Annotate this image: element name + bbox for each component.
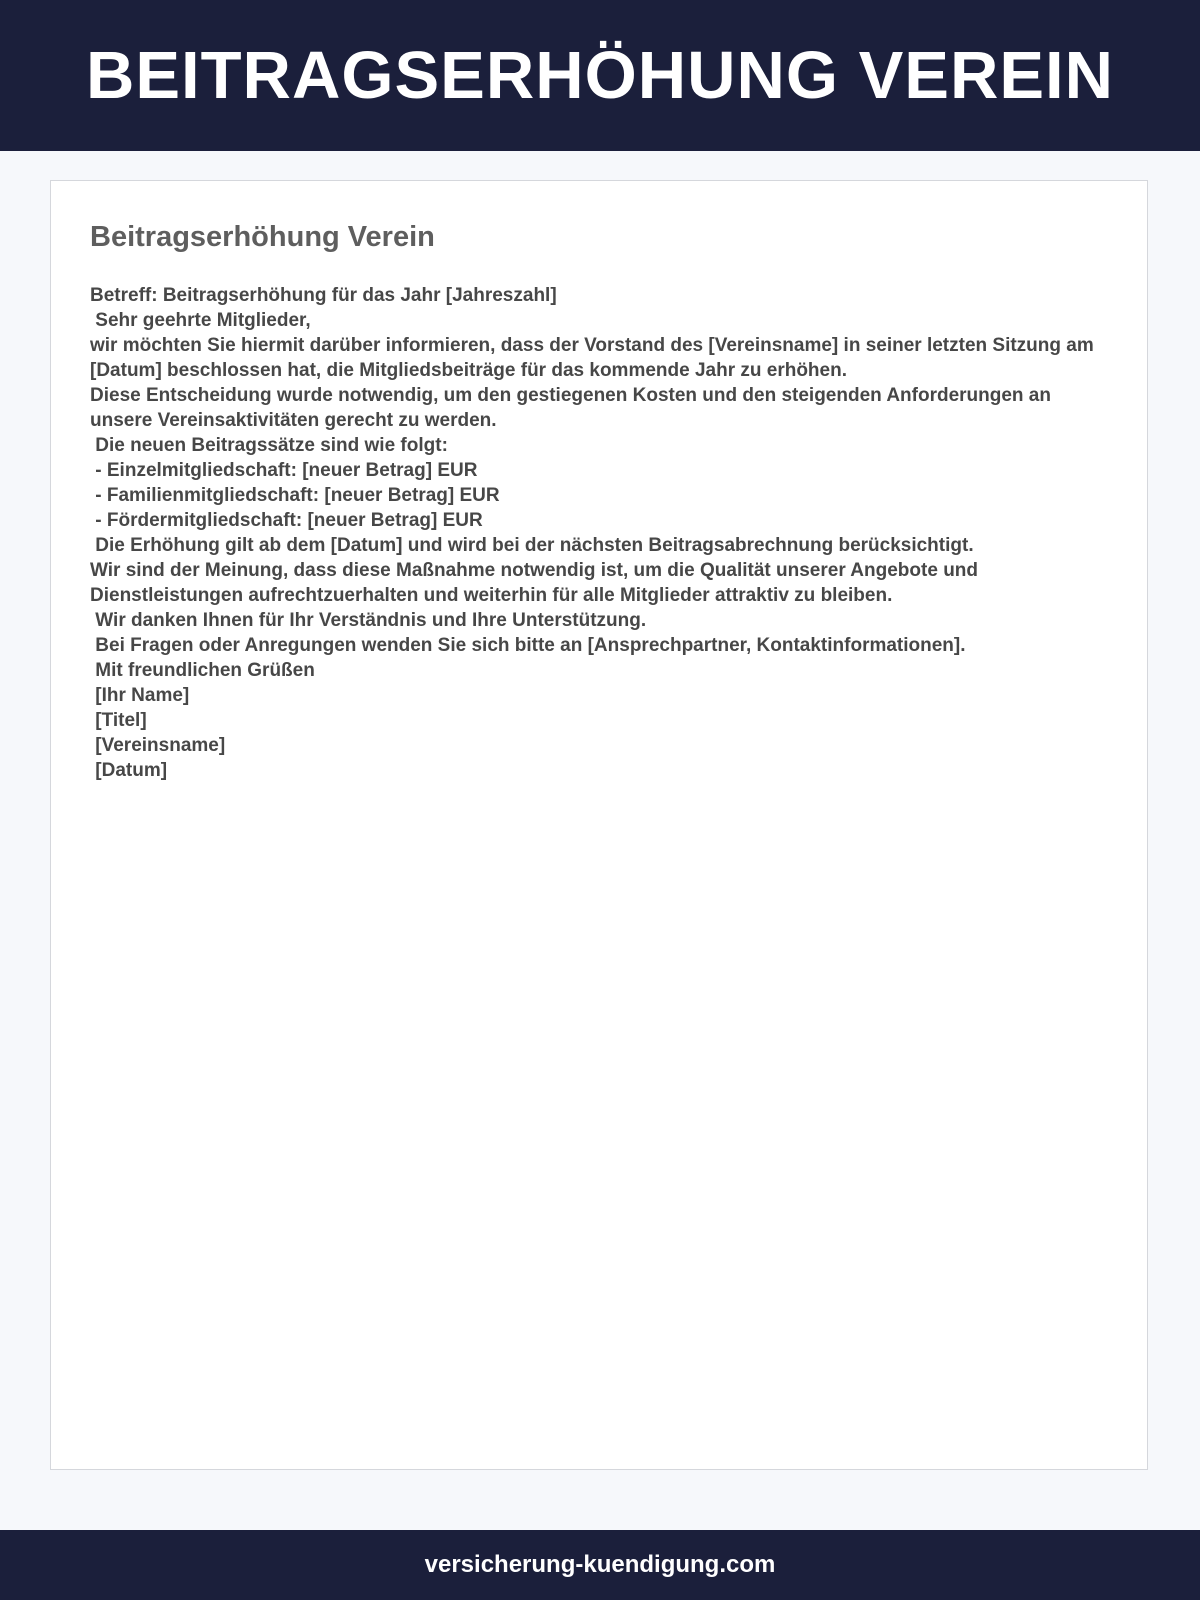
letter-paragraph: Die Erhöhung gilt ab dem [Datum] und wird bei der nächsten Beitragsabrechnung berücksichtigt. (90, 535, 974, 556)
letter-salutation: Sehr geehrte Mitglieder, (90, 310, 311, 331)
document-heading: Beitragserhöhung Verein (90, 221, 435, 253)
page-header-banner (0, 0, 1200, 151)
letter-paragraph: Diese Entscheidung wurde notwendig, um den gestiegenen Kosten und den steigenden Anforderungen an unsere Vereinsaktivitäten gerecht zu werden. (90, 385, 1057, 431)
signature-date: [Datum] (90, 760, 168, 781)
page-title: BEITRAGSERHÖHUNG VEREIN (85, 38, 1115, 113)
letter-paragraph: Die neuen Beitragssätze sind wie folgt: (90, 435, 448, 456)
rate-list-item: - Fördermitgliedschaft: [neuer Betrag] EUR (90, 510, 483, 531)
letter-body (90, 283, 1108, 783)
rate-list-item: - Einzelmitgliedschaft: [neuer Betrag] EUR (90, 460, 478, 481)
rate-list-item: - Familienmitgliedschaft: [neuer Betrag] EUR (90, 485, 500, 506)
signature-name: [Ihr Name] (90, 685, 190, 706)
letter-subject: Betreff: Beitragserhöhung für das Jahr [Jahreszahl] (90, 285, 557, 306)
letter-paragraph: Wir sind der Meinung, dass diese Maßnahme notwendig ist, um die Qualität unserer Angebote und Dienstleistungen aufrechtzuerhalten und weiterhin für alle Mitglieder attraktiv zu bleiben. (90, 560, 984, 606)
letter-paragraph: wir möchten Sie hiermit darüber informieren, dass der Vorstand des [Vereinsname] in seiner letzten Sitzung am [Datum] beschlossen hat, die Mitgliedsbeiträge für das kommende Jahr zu erhöhen. (90, 335, 1100, 381)
letter-card (50, 180, 1148, 1470)
letter-paragraph: Wir danken Ihnen für Ihr Verständnis und Ihre Unterstützung. (90, 610, 647, 631)
signature-title: [Titel] (90, 710, 147, 731)
letter-closing: Mit freundlichen Grüßen (90, 660, 315, 681)
footer-site-name: versicherung-kuendigung.com (424, 1551, 776, 1578)
letter-paragraph: Bei Fragen oder Anregungen wenden Sie sich bitte an [Ansprechpartner, Kontaktinformationen]. (90, 635, 966, 656)
page-footer (0, 1530, 1200, 1600)
signature-club: [Vereinsname] (90, 735, 226, 756)
